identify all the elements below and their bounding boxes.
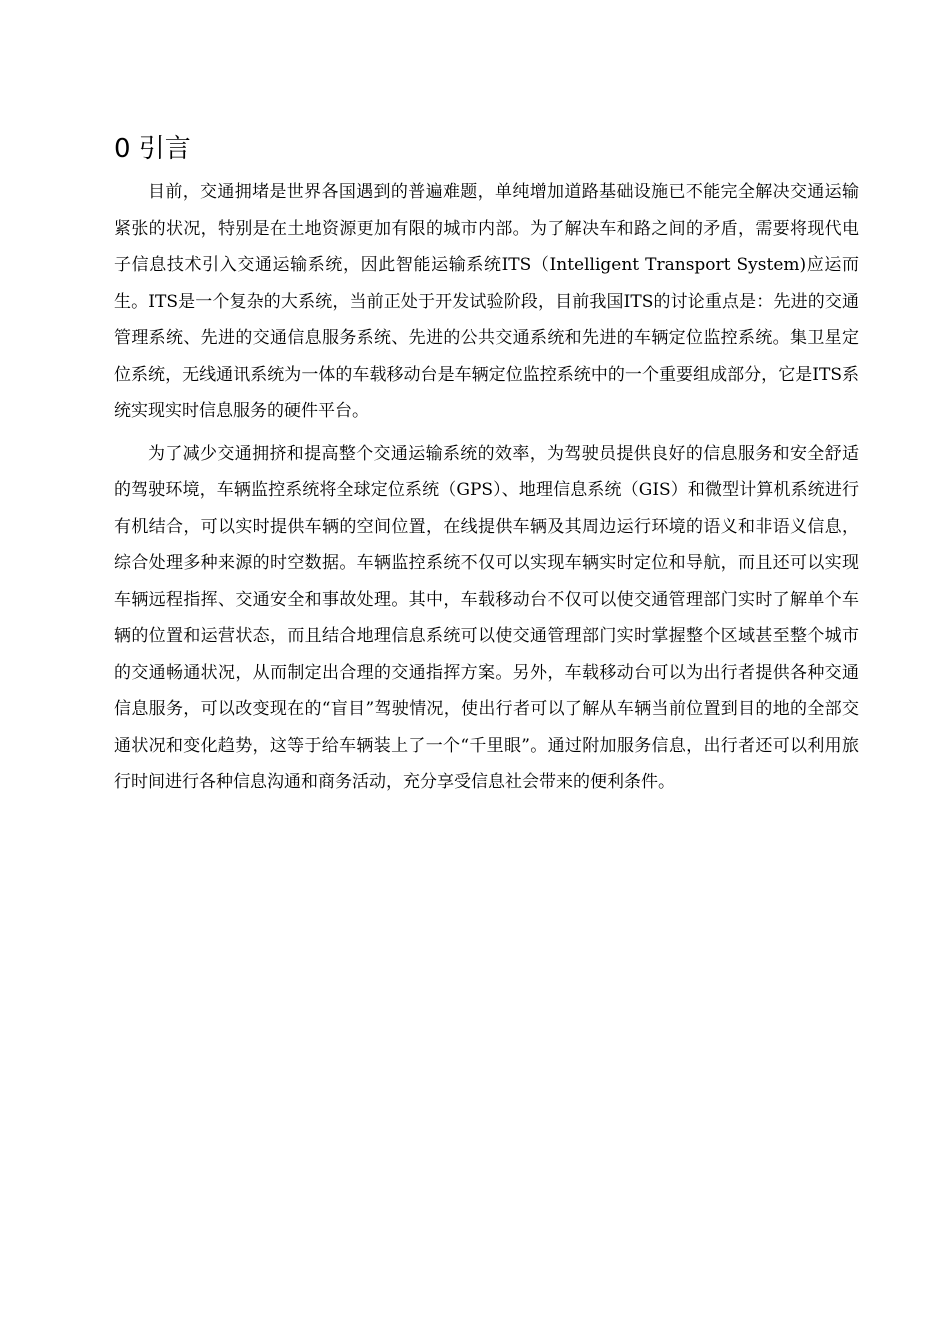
section-title: 0 引言	[114, 134, 191, 164]
paragraph-intro: 目前，交通拥堵是世界各国遇到的普遍难题，单纯增加道路基础设施已不能完全解决交通运输紧张的状况，特别是在土地资源更加有限的城市内部。为了解决车和路之间的矛盾，需要将现代电子信息技术引入交通运输系统，因此智能运输系统ITS（Intelligent Transport System)应运而生。ITS是一个复杂的大系统，当前正处于开发试验阶段，目前我国ITS的讨论重点是：先进的交通管理系统、先进的交通信息服务系统、先进的公共交通系统和先进的车辆定位监控系统。集卫星定位系统，无线通讯系统为一体的车载移动台是车辆定位监控系统中的一个重要组成部分，它是ITS系统实现实时信息服务的硬件平台。	[114, 182, 859, 421]
paragraph-monitoring-system: 为了减少交通拥挤和提高整个交通运输系统的效率，为驾驶员提供良好的信息服务和安全舒适的驾驶环境，车辆监控系统将全球定位系统（GPS）、地理信息系统（GIS）和微型计算机系统进行有机结合，可以实时提供车辆的空间位置，在线提供车辆及其周边运行环境的语义和非语义信息，综合处理多种来源的时空数据。车辆监控系统不仅可以实现车辆实时定位和导航，而且还可以实现车辆远程指挥、交通安全和事故处理。其中，车载移动台不仅可以使交通管理部门实时了解单个车辆的位置和运营状态，而且结合地理信息系统可以使交通管理部门实时掌握整个区域甚至整个城市的交通畅通状况，从而制定出合理的交通指挥方案。另外，车载移动台可以为出行者提供各种交通信息服务，可以改变现在的“盲目”驾驶情况，使出行者可以了解从车辆当前位置到目的地的全部交通状况和变化趋势，这等于给车辆装上了一个“千里眼”。通过附加服务信息，出行者还可以利用旅行时间进行各种信息沟通和商务活动，充分享受信息社会带来的便利条件。	[114, 443, 859, 792]
document-body	[114, 130, 859, 807]
